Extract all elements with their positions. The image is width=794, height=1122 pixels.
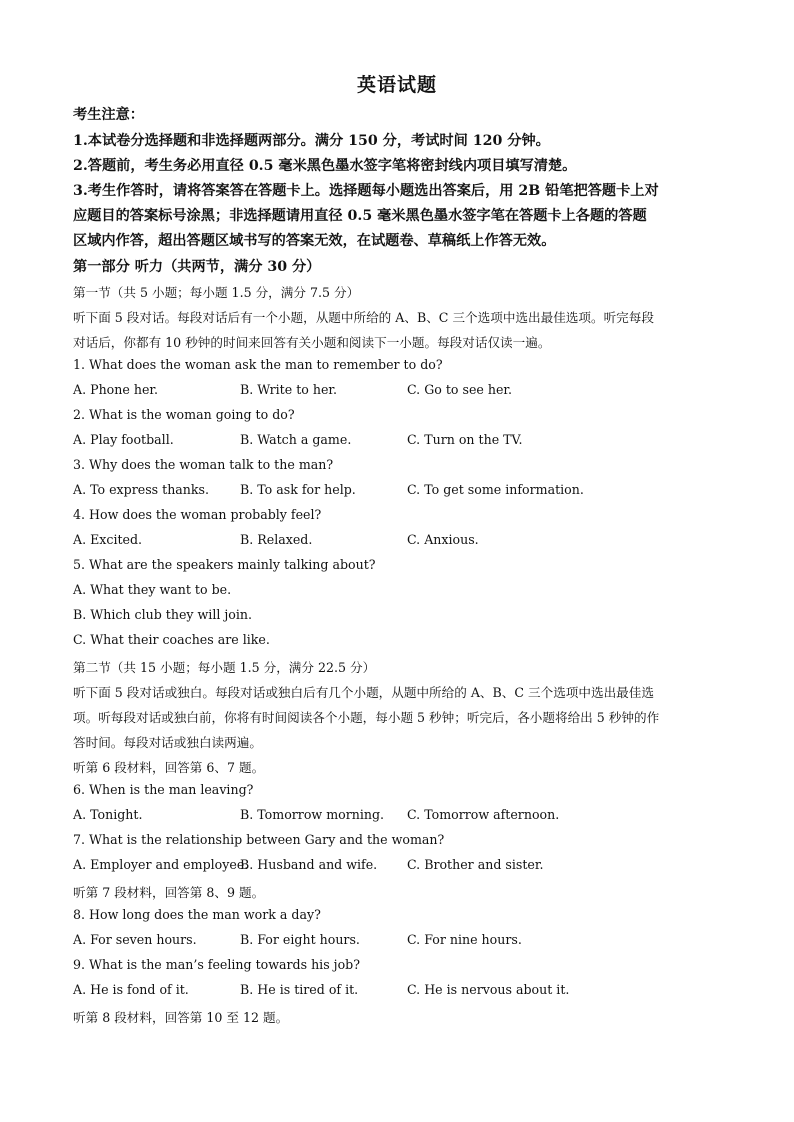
notice-item: 1.本试卷分选择题和非选择题两部分。满分 150 分，考试时间 120 分钟。 — [73, 133, 550, 149]
option-c: C. Go to see her. — [407, 382, 513, 397]
section1-instructions: 听下面 5 段对话。每段对话后有一个小题，从题中所给的 A、B、C 三个选项中选出最佳选项。听完每段 — [73, 310, 654, 325]
option-b: B. He is tired of it. — [240, 982, 359, 997]
option-a: A. Tonight. — [73, 807, 143, 822]
material-heading: 听第 6 段材料，回答第 6、7 题。 — [73, 760, 265, 775]
option-c: C. Anxious. — [407, 532, 479, 547]
option-a: A. Excited. — [73, 532, 143, 547]
option-a: A. He is fond of it. — [73, 982, 189, 997]
question-stem: 7. What is the relationship between Gary and the woman? — [73, 832, 445, 847]
section2-instructions: 项。听每段对话或独白前，你将有时间阅读各个小题，每小题 5 秒钟；听完后，各小题将给出 5 秒钟的作 — [73, 710, 660, 725]
option-c: C. What their coaches are like. — [73, 632, 270, 647]
option-a: A. What they want to be. — [73, 582, 232, 597]
option-b: B. Relaxed. — [240, 532, 313, 547]
material-heading: 听第 8 段材料，回答第 10 至 12 题。 — [73, 1010, 289, 1025]
question-stem: 6. When is the man leaving? — [73, 782, 254, 797]
section1-heading: 第一节（共 5 小题；每小题 1.5 分，满分 7.5 分） — [73, 285, 360, 300]
question-stem: 2. What is the woman going to do? — [73, 407, 295, 422]
option-c: C. He is nervous about it. — [407, 982, 570, 997]
question-stem: 1. What does the woman ask the man to remember to do? — [73, 357, 443, 372]
option-a: A. Phone her. — [73, 382, 159, 397]
option-b: B. Tomorrow morning. — [240, 807, 385, 822]
option-a: A. To express thanks. — [73, 482, 210, 497]
notice-item: 3.考生作答时，请将答案答在答题卡上。选择题每小题选出答案后，用 2B 铅笔把答题卡上对 — [73, 183, 659, 199]
option-c: C. For nine hours. — [407, 932, 522, 947]
option-b: B. To ask for help. — [240, 482, 356, 497]
option-b: B. Watch a game. — [240, 432, 352, 447]
question-stem: 9. What is the man’s feeling towards his job? — [73, 957, 360, 972]
section2-heading: 第二节（共 15 小题；每小题 1.5 分，满分 22.5 分） — [73, 660, 376, 675]
option-c: C. Turn on the TV. — [407, 432, 523, 447]
question-stem: 8. How long does the man work a day? — [73, 907, 321, 922]
option-b: B. Which club they will join. — [73, 607, 253, 622]
question-stem: 5. What are the speakers mainly talking about? — [73, 557, 376, 572]
notice-heading: 考生注意： — [73, 107, 144, 123]
option-b: B. Husband and wife. — [240, 857, 378, 872]
option-c: C. Tomorrow afternoon. — [407, 807, 560, 822]
notice-item: 2.答题前，考生务必用直径 0.5 毫米黑色墨水签字笔将密封线内项目填写清楚。 — [73, 158, 577, 174]
option-c: C. Brother and sister. — [407, 857, 544, 872]
part1-heading: 第一部分 听力（共两节，满分 30 分） — [73, 259, 321, 275]
notice-item: 区域内作答，超出答题区域书写的答案无效，在试题卷、草稿纸上作答无效。 — [73, 233, 556, 249]
notice-item: 应题目的答案标号涂黑；非选择题请用直径 0.5 毫米黑色墨水签字笔在答题卡上各题的答题 — [73, 208, 647, 224]
material-heading: 听第 7 段材料，回答第 8、9 题。 — [73, 885, 265, 900]
section2-instructions: 听下面 5 段对话或独白。每段对话或独白后有几个小题，从题中所给的 A、B、C 三个选项中选出最佳选 — [73, 685, 654, 700]
page-title: 英语试题 — [356, 74, 437, 96]
option-a: A. For seven hours. — [73, 932, 197, 947]
option-c: C. To get some information. — [407, 482, 584, 497]
option-a: A. Employer and employee. — [73, 857, 249, 872]
option-b: B. For eight hours. — [240, 932, 360, 947]
section1-instructions: 对话后，你都有 10 秒钟的时间来回答有关小题和阅读下一小题。每段对话仅读一遍。 — [73, 335, 551, 350]
option-a: A. Play football. — [73, 432, 174, 447]
option-b: B. Write to her. — [240, 382, 338, 397]
question-stem: 4. How does the woman probably feel? — [73, 507, 322, 522]
question-stem: 3. Why does the woman talk to the man? — [73, 457, 334, 472]
section2-instructions: 答时间。每段对话或独白读两遍。 — [73, 735, 262, 750]
